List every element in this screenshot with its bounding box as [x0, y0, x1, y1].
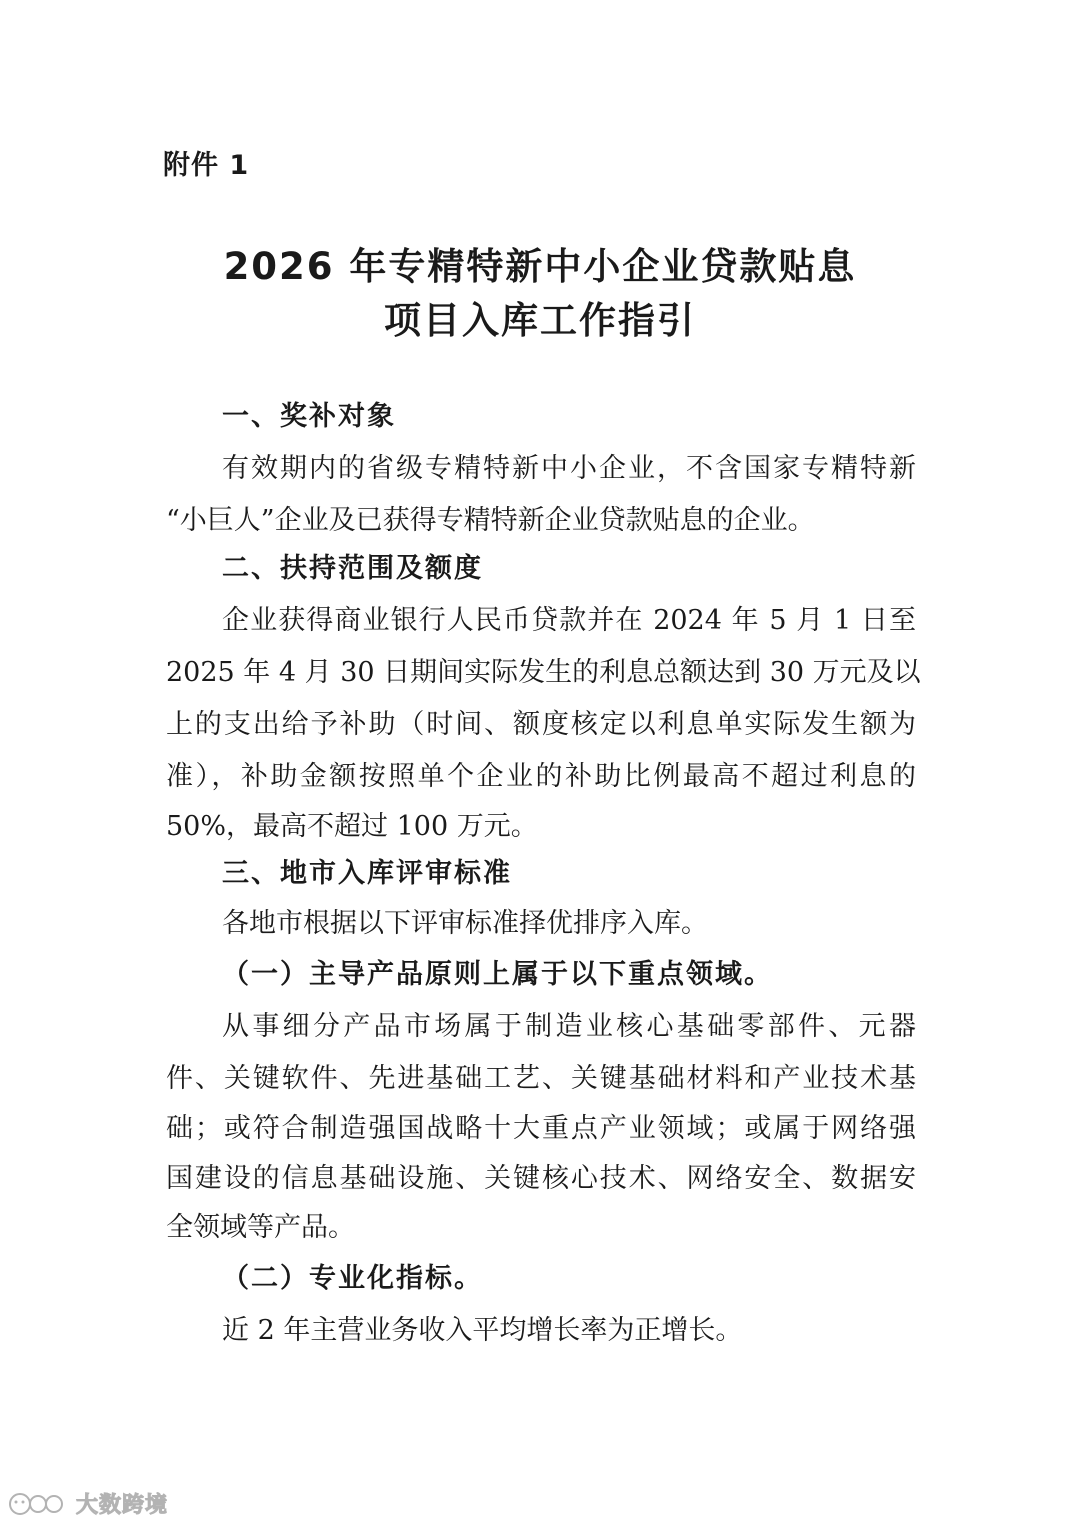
- section-2-paragraph-line: 上的支出给予补助（时间、额度核定以利息单实际发生额为: [166, 709, 916, 740]
- document-title-line-2: 项目入库工作指引: [384, 299, 696, 342]
- section-3-heading: 三、地市入库评审标准: [222, 858, 512, 889]
- section-3-subheading-2: （二）专业化指标。: [222, 1263, 483, 1294]
- wechat-style-logo-icon: [8, 1491, 70, 1517]
- section-1-paragraph-line: 有效期内的省级专精特新中小企业，不含国家专精特新: [222, 453, 916, 484]
- section-2-paragraph-line: 2025 年 4 月 30 日期间实际发生的利息总额达到 30 万元及以: [166, 657, 921, 688]
- section-3-subheading-1: （一）主导产品原则上属于以下重点领域。: [222, 959, 773, 990]
- section-3-paragraph-line: 近 2 年主营业务收入平均增长率为正增长。: [222, 1315, 743, 1346]
- section-1-paragraph-line: “小巨人”企业及已获得专精特新企业贷款贴息的企业。: [166, 505, 815, 536]
- section-2-heading: 二、扶持范围及额度: [222, 553, 483, 584]
- attachment-label: 附件 1: [163, 150, 250, 181]
- section-3-paragraph-line: 各地市根据以下评审标准择优排序入库。: [222, 908, 708, 939]
- document-title-line-1: 2026 年专精特新中小企业贷款贴息: [223, 245, 857, 288]
- section-3-paragraph-line: 国建设的信息基础设施、关键核心技术、网络安全、数据安: [166, 1163, 916, 1194]
- section-3-paragraph-line: 全领域等产品。: [166, 1212, 355, 1243]
- section-2-paragraph-line: 企业获得商业银行人民币贷款并在 2024 年 5 月 1 日至: [222, 605, 916, 636]
- watermark-text: 大数跨境: [76, 1493, 169, 1518]
- section-3-paragraph-line: 件、关键软件、先进基础工艺、关键基础材料和产业技术基: [166, 1063, 916, 1094]
- section-2-paragraph-line: 准），补助金额按照单个企业的补助比例最高不超过利息的: [166, 761, 916, 792]
- section-2-paragraph-line: 50%，最高不超过 100 万元。: [166, 811, 538, 842]
- section-3-paragraph-line: 础；或符合制造强国战略十大重点产业领域；或属于网络强: [166, 1113, 916, 1144]
- section-1-heading: 一、奖补对象: [222, 401, 396, 432]
- section-3-paragraph-line: 从事细分产品市场属于制造业核心基础零部件、元器: [222, 1011, 916, 1042]
- watermark: [8, 1488, 168, 1519]
